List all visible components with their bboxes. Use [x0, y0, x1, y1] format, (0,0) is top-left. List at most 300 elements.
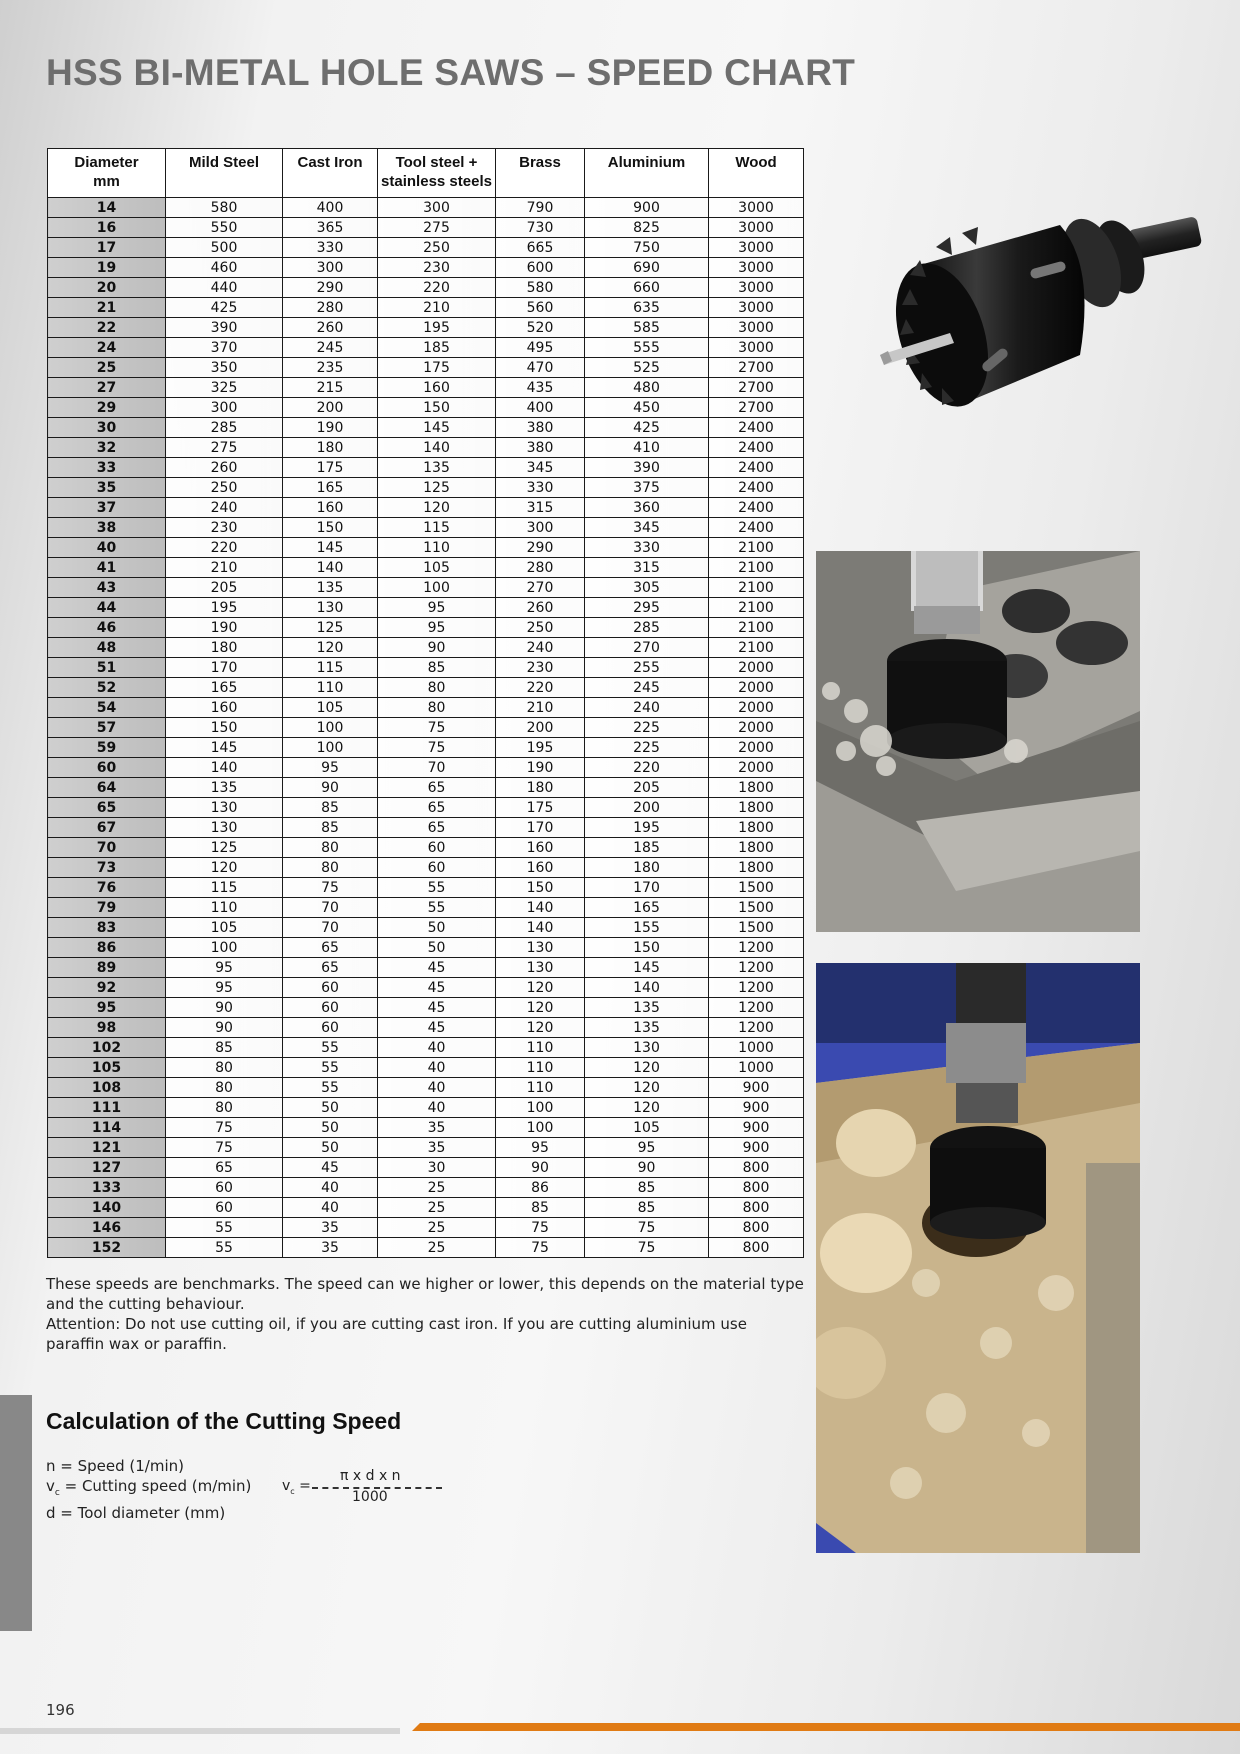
- cell-mild-steel: 260: [166, 458, 283, 478]
- cell-diameter: 20: [48, 278, 166, 298]
- cell-aluminium: 255: [585, 658, 709, 678]
- cell-diameter: 33: [48, 458, 166, 478]
- cell-brass: 110: [496, 1078, 585, 1098]
- cell-aluminium: 285: [585, 618, 709, 638]
- cell-wood: 2100: [709, 578, 804, 598]
- cell-wood: 2100: [709, 638, 804, 658]
- cell-aluminium: 245: [585, 678, 709, 698]
- table-row: [48, 1098, 804, 1118]
- cell-tool-steel: 65: [378, 818, 496, 838]
- table-row: [48, 338, 804, 358]
- cell-aluminium: 330: [585, 538, 709, 558]
- cell-mild-steel: 550: [166, 218, 283, 238]
- cell-tool-steel: 150: [378, 398, 496, 418]
- cell-mild-steel: 140: [166, 758, 283, 778]
- cell-diameter: 19: [48, 258, 166, 278]
- cell-mild-steel: 210: [166, 558, 283, 578]
- table-row: [48, 918, 804, 938]
- cell-tool-steel: 45: [378, 1018, 496, 1038]
- table-row: [48, 678, 804, 698]
- cell-wood: 1800: [709, 798, 804, 818]
- cell-diameter: 105: [48, 1058, 166, 1078]
- cell-wood: 2100: [709, 598, 804, 618]
- table-row: [48, 858, 804, 878]
- table-row: [48, 878, 804, 898]
- cell-wood: 3000: [709, 278, 804, 298]
- cell-tool-steel: 115: [378, 518, 496, 538]
- cell-wood: 2000: [709, 678, 804, 698]
- cell-brass: 315: [496, 498, 585, 518]
- cell-mild-steel: 165: [166, 678, 283, 698]
- cell-mild-steel: 95: [166, 978, 283, 998]
- table-row: [48, 318, 804, 338]
- cell-diameter: 43: [48, 578, 166, 598]
- table-row: [48, 278, 804, 298]
- cell-cast-iron: 115: [283, 658, 378, 678]
- cell-tool-steel: 105: [378, 558, 496, 578]
- cell-tool-steel: 210: [378, 298, 496, 318]
- cell-cast-iron: 300: [283, 258, 378, 278]
- cell-tool-steel: 230: [378, 258, 496, 278]
- cell-brass: 270: [496, 578, 585, 598]
- cell-brass: 435: [496, 378, 585, 398]
- cell-diameter: 67: [48, 818, 166, 838]
- cell-aluminium: 150: [585, 938, 709, 958]
- cell-tool-steel: 40: [378, 1098, 496, 1118]
- header-diameter: Diameter mm: [48, 149, 166, 198]
- cell-diameter: 16: [48, 218, 166, 238]
- cell-cast-iron: 100: [283, 718, 378, 738]
- table-row: [48, 798, 804, 818]
- table-header-row: [48, 149, 804, 198]
- cell-cast-iron: 55: [283, 1078, 378, 1098]
- cell-mild-steel: 80: [166, 1078, 283, 1098]
- cell-wood: 2400: [709, 458, 804, 478]
- cell-brass: 380: [496, 418, 585, 438]
- table-row: [48, 838, 804, 858]
- table-row: [48, 718, 804, 738]
- cell-aluminium: 270: [585, 638, 709, 658]
- cell-mild-steel: 170: [166, 658, 283, 678]
- cell-aluminium: 85: [585, 1178, 709, 1198]
- cell-brass: 330: [496, 478, 585, 498]
- cell-cast-iron: 365: [283, 218, 378, 238]
- cell-diameter: 51: [48, 658, 166, 678]
- table-row: [48, 638, 804, 658]
- cell-tool-steel: 300: [378, 198, 496, 218]
- cell-brass: 380: [496, 438, 585, 458]
- formula-denominator: 1000: [352, 1489, 388, 1505]
- cell-wood: 2000: [709, 698, 804, 718]
- formula-lhs: $v_c$ =: [282, 1478, 311, 1496]
- table-row: [48, 258, 804, 278]
- cell-cast-iron: 50: [283, 1138, 378, 1158]
- cell-cast-iron: 125: [283, 618, 378, 638]
- cell-brass: 110: [496, 1038, 585, 1058]
- definition-speed: n = Speed (1/min): [46, 1457, 184, 1475]
- cell-wood: 2000: [709, 738, 804, 758]
- table-row: [48, 1238, 804, 1258]
- cell-diameter: 98: [48, 1018, 166, 1038]
- cell-wood: 800: [709, 1178, 804, 1198]
- cell-mild-steel: 85: [166, 1038, 283, 1058]
- cell-mild-steel: 425: [166, 298, 283, 318]
- cell-cast-iron: 60: [283, 978, 378, 998]
- cell-diameter: 44: [48, 598, 166, 618]
- cell-diameter: 21: [48, 298, 166, 318]
- cell-aluminium: 240: [585, 698, 709, 718]
- cell-mild-steel: 500: [166, 238, 283, 258]
- table-row: [48, 898, 804, 918]
- cell-brass: 75: [496, 1238, 585, 1258]
- cell-aluminium: 635: [585, 298, 709, 318]
- cell-aluminium: 295: [585, 598, 709, 618]
- header-mild-steel: Mild Steel: [166, 149, 283, 198]
- cell-tool-steel: 250: [378, 238, 496, 258]
- cell-mild-steel: 75: [166, 1138, 283, 1158]
- cell-tool-steel: 140: [378, 438, 496, 458]
- cell-wood: 1200: [709, 1018, 804, 1038]
- cell-cast-iron: 165: [283, 478, 378, 498]
- table-row: [48, 1178, 804, 1198]
- cell-cast-iron: 60: [283, 998, 378, 1018]
- cell-cast-iron: 50: [283, 1118, 378, 1138]
- cell-tool-steel: 50: [378, 938, 496, 958]
- cell-tool-steel: 55: [378, 898, 496, 918]
- cell-aluminium: 165: [585, 898, 709, 918]
- cell-cast-iron: 280: [283, 298, 378, 318]
- table-row: [48, 698, 804, 718]
- cell-brass: 85: [496, 1198, 585, 1218]
- cell-mild-steel: 80: [166, 1058, 283, 1078]
- cell-tool-steel: 275: [378, 218, 496, 238]
- cell-mild-steel: 90: [166, 998, 283, 1018]
- table-row: [48, 1018, 804, 1038]
- cell-wood: 1500: [709, 878, 804, 898]
- header-wood: Wood: [709, 149, 804, 198]
- cell-cast-iron: 330: [283, 238, 378, 258]
- cell-mild-steel: 250: [166, 478, 283, 498]
- cell-diameter: 114: [48, 1118, 166, 1138]
- cell-brass: 100: [496, 1118, 585, 1138]
- cell-diameter: 57: [48, 718, 166, 738]
- table-row: [48, 438, 804, 458]
- cell-wood: 1200: [709, 958, 804, 978]
- cell-tool-steel: 35: [378, 1138, 496, 1158]
- header-tool-steel: Tool steel + stainless steels: [378, 149, 496, 198]
- cell-aluminium: 750: [585, 238, 709, 258]
- cell-wood: 2000: [709, 718, 804, 738]
- cell-mild-steel: 350: [166, 358, 283, 378]
- cell-diameter: 38: [48, 518, 166, 538]
- cell-cast-iron: 200: [283, 398, 378, 418]
- cell-brass: 170: [496, 818, 585, 838]
- table-row: [48, 398, 804, 418]
- cell-tool-steel: 110: [378, 538, 496, 558]
- cell-aluminium: 825: [585, 218, 709, 238]
- cell-aluminium: 205: [585, 778, 709, 798]
- cell-mild-steel: 205: [166, 578, 283, 598]
- cell-cast-iron: 135: [283, 578, 378, 598]
- cell-wood: 3000: [709, 198, 804, 218]
- cell-cast-iron: 130: [283, 598, 378, 618]
- cell-aluminium: 360: [585, 498, 709, 518]
- cell-aluminium: 195: [585, 818, 709, 838]
- cell-aluminium: 525: [585, 358, 709, 378]
- cell-wood: 2400: [709, 478, 804, 498]
- cell-tool-steel: 80: [378, 698, 496, 718]
- cell-wood: 1500: [709, 918, 804, 938]
- cell-wood: 1800: [709, 838, 804, 858]
- cell-brass: 240: [496, 638, 585, 658]
- cell-diameter: 121: [48, 1138, 166, 1158]
- cell-wood: 2400: [709, 418, 804, 438]
- cell-brass: 470: [496, 358, 585, 378]
- cell-brass: 110: [496, 1058, 585, 1078]
- header-brass: Brass: [496, 149, 585, 198]
- cell-cast-iron: 50: [283, 1098, 378, 1118]
- cell-aluminium: 585: [585, 318, 709, 338]
- cell-mild-steel: 160: [166, 698, 283, 718]
- cell-brass: 120: [496, 1018, 585, 1038]
- table-row: [48, 1118, 804, 1138]
- cell-brass: 260: [496, 598, 585, 618]
- cell-wood: 1200: [709, 938, 804, 958]
- cell-diameter: 127: [48, 1158, 166, 1178]
- table-row: [48, 758, 804, 778]
- cell-cast-iron: 90: [283, 778, 378, 798]
- cell-brass: 520: [496, 318, 585, 338]
- cell-aluminium: 105: [585, 1118, 709, 1138]
- header-aluminium: Aluminium: [585, 149, 709, 198]
- cell-diameter: 52: [48, 678, 166, 698]
- cell-wood: 800: [709, 1238, 804, 1258]
- cell-cast-iron: 65: [283, 958, 378, 978]
- cell-aluminium: 135: [585, 1018, 709, 1038]
- cell-wood: 2700: [709, 358, 804, 378]
- cell-mild-steel: 285: [166, 418, 283, 438]
- cell-tool-steel: 40: [378, 1038, 496, 1058]
- cell-aluminium: 480: [585, 378, 709, 398]
- cell-mild-steel: 80: [166, 1098, 283, 1118]
- cell-wood: 2100: [709, 538, 804, 558]
- table-row: [48, 558, 804, 578]
- cell-aluminium: 375: [585, 478, 709, 498]
- cell-mild-steel: 55: [166, 1218, 283, 1238]
- cell-diameter: 146: [48, 1218, 166, 1238]
- table-row: [48, 958, 804, 978]
- cell-brass: 140: [496, 918, 585, 938]
- cell-aluminium: 145: [585, 958, 709, 978]
- cell-mild-steel: 135: [166, 778, 283, 798]
- table-row: [48, 998, 804, 1018]
- cell-cast-iron: 40: [283, 1198, 378, 1218]
- cell-mild-steel: 145: [166, 738, 283, 758]
- cell-wood: 900: [709, 1118, 804, 1138]
- hole-saw-product-image: [880, 205, 1210, 455]
- table-row: [48, 218, 804, 238]
- cell-aluminium: 155: [585, 918, 709, 938]
- cell-tool-steel: 75: [378, 718, 496, 738]
- cell-brass: 175: [496, 798, 585, 818]
- cell-tool-steel: 185: [378, 338, 496, 358]
- cell-mild-steel: 60: [166, 1178, 283, 1198]
- table-row: [48, 298, 804, 318]
- cell-cast-iron: 45: [283, 1158, 378, 1178]
- cell-tool-steel: 220: [378, 278, 496, 298]
- table-body: [48, 198, 804, 1258]
- cell-brass: 120: [496, 978, 585, 998]
- cell-tool-steel: 90: [378, 638, 496, 658]
- cell-wood: 900: [709, 1098, 804, 1118]
- cell-aluminium: 555: [585, 338, 709, 358]
- cell-aluminium: 185: [585, 838, 709, 858]
- cell-tool-steel: 30: [378, 1158, 496, 1178]
- cell-diameter: 102: [48, 1038, 166, 1058]
- cell-diameter: 86: [48, 938, 166, 958]
- formula-definitions: [46, 1456, 251, 1523]
- cell-mild-steel: 120: [166, 858, 283, 878]
- cell-mild-steel: 100: [166, 938, 283, 958]
- cell-tool-steel: 25: [378, 1218, 496, 1238]
- cell-brass: 130: [496, 958, 585, 978]
- notes: [46, 1274, 806, 1354]
- cell-wood: 1000: [709, 1058, 804, 1078]
- cell-cast-iron: 70: [283, 918, 378, 938]
- cell-brass: 495: [496, 338, 585, 358]
- table-row: [48, 938, 804, 958]
- cell-cast-iron: 35: [283, 1218, 378, 1238]
- cell-diameter: 73: [48, 858, 166, 878]
- cell-diameter: 89: [48, 958, 166, 978]
- cell-brass: 130: [496, 938, 585, 958]
- cell-brass: 180: [496, 778, 585, 798]
- cell-wood: 3000: [709, 258, 804, 278]
- cell-cast-iron: 85: [283, 798, 378, 818]
- cell-cast-iron: 65: [283, 938, 378, 958]
- cell-wood: 3000: [709, 298, 804, 318]
- cell-tool-steel: 25: [378, 1198, 496, 1218]
- note-benchmarks: These speeds are benchmarks. The speed can we higher or lower, this depends on the material type and the cutting behaviour.: [46, 1275, 804, 1313]
- cell-diameter: 54: [48, 698, 166, 718]
- cell-cast-iron: 150: [283, 518, 378, 538]
- cell-wood: 2000: [709, 758, 804, 778]
- table-row: [48, 458, 804, 478]
- cell-wood: 2400: [709, 438, 804, 458]
- cell-tool-steel: 160: [378, 378, 496, 398]
- cell-tool-steel: 60: [378, 838, 496, 858]
- cell-aluminium: 180: [585, 858, 709, 878]
- table-row: [48, 1158, 804, 1178]
- cell-aluminium: 225: [585, 718, 709, 738]
- cell-tool-steel: 45: [378, 998, 496, 1018]
- cell-wood: 800: [709, 1158, 804, 1178]
- cell-diameter: 41: [48, 558, 166, 578]
- cell-mild-steel: 230: [166, 518, 283, 538]
- cell-mild-steel: 65: [166, 1158, 283, 1178]
- cell-diameter: 108: [48, 1078, 166, 1098]
- cell-diameter: 30: [48, 418, 166, 438]
- cell-cast-iron: 75: [283, 878, 378, 898]
- cell-mild-steel: 275: [166, 438, 283, 458]
- wood-cutting-photo: [816, 963, 1140, 1553]
- cell-brass: 86: [496, 1178, 585, 1198]
- cell-diameter: 140: [48, 1198, 166, 1218]
- calculation-title: Calculation of the Cutting Speed: [46, 1408, 402, 1434]
- cell-wood: 1800: [709, 818, 804, 838]
- table-row: [48, 658, 804, 678]
- cell-tool-steel: 70: [378, 758, 496, 778]
- cell-diameter: 83: [48, 918, 166, 938]
- cell-aluminium: 220: [585, 758, 709, 778]
- cell-wood: 900: [709, 1078, 804, 1098]
- cell-cast-iron: 105: [283, 698, 378, 718]
- cell-diameter: 65: [48, 798, 166, 818]
- cell-tool-steel: 60: [378, 858, 496, 878]
- cell-aluminium: 90: [585, 1158, 709, 1178]
- cell-wood: 3000: [709, 318, 804, 338]
- cell-wood: 2400: [709, 518, 804, 538]
- cell-tool-steel: 95: [378, 598, 496, 618]
- cell-diameter: 60: [48, 758, 166, 778]
- cell-tool-steel: 45: [378, 958, 496, 978]
- cell-tool-steel: 145: [378, 418, 496, 438]
- cell-aluminium: 390: [585, 458, 709, 478]
- cell-cast-iron: 80: [283, 858, 378, 878]
- cell-tool-steel: 50: [378, 918, 496, 938]
- cell-tool-steel: 55: [378, 878, 496, 898]
- cell-wood: 1800: [709, 778, 804, 798]
- cell-aluminium: 900: [585, 198, 709, 218]
- cell-tool-steel: 25: [378, 1178, 496, 1198]
- page-number: 196: [46, 1701, 75, 1719]
- table-row: [48, 1038, 804, 1058]
- footer-orange-bar: [412, 1723, 1240, 1731]
- cell-mild-steel: 55: [166, 1238, 283, 1258]
- cell-cast-iron: 215: [283, 378, 378, 398]
- table-row: [48, 578, 804, 598]
- cell-wood: 1500: [709, 898, 804, 918]
- cell-tool-steel: 35: [378, 1118, 496, 1138]
- cell-brass: 200: [496, 718, 585, 738]
- cell-cast-iron: 145: [283, 538, 378, 558]
- cell-brass: 790: [496, 198, 585, 218]
- cell-diameter: 46: [48, 618, 166, 638]
- cell-wood: 2000: [709, 658, 804, 678]
- cell-brass: 95: [496, 1138, 585, 1158]
- cell-diameter: 40: [48, 538, 166, 558]
- cell-tool-steel: 175: [378, 358, 496, 378]
- cell-mild-steel: 60: [166, 1198, 283, 1218]
- cell-brass: 730: [496, 218, 585, 238]
- cell-aluminium: 140: [585, 978, 709, 998]
- cell-wood: 2400: [709, 498, 804, 518]
- cell-wood: 900: [709, 1138, 804, 1158]
- header-cast-iron: Cast Iron: [283, 149, 378, 198]
- cell-cast-iron: 35: [283, 1238, 378, 1258]
- cell-tool-steel: 75: [378, 738, 496, 758]
- cell-diameter: 70: [48, 838, 166, 858]
- cell-diameter: 48: [48, 638, 166, 658]
- cell-mild-steel: 125: [166, 838, 283, 858]
- cell-mild-steel: 130: [166, 818, 283, 838]
- table-row: [48, 1138, 804, 1158]
- cell-brass: 290: [496, 538, 585, 558]
- cell-cast-iron: 140: [283, 558, 378, 578]
- cell-cast-iron: 40: [283, 1178, 378, 1198]
- cell-tool-steel: 120: [378, 498, 496, 518]
- cell-tool-steel: 135: [378, 458, 496, 478]
